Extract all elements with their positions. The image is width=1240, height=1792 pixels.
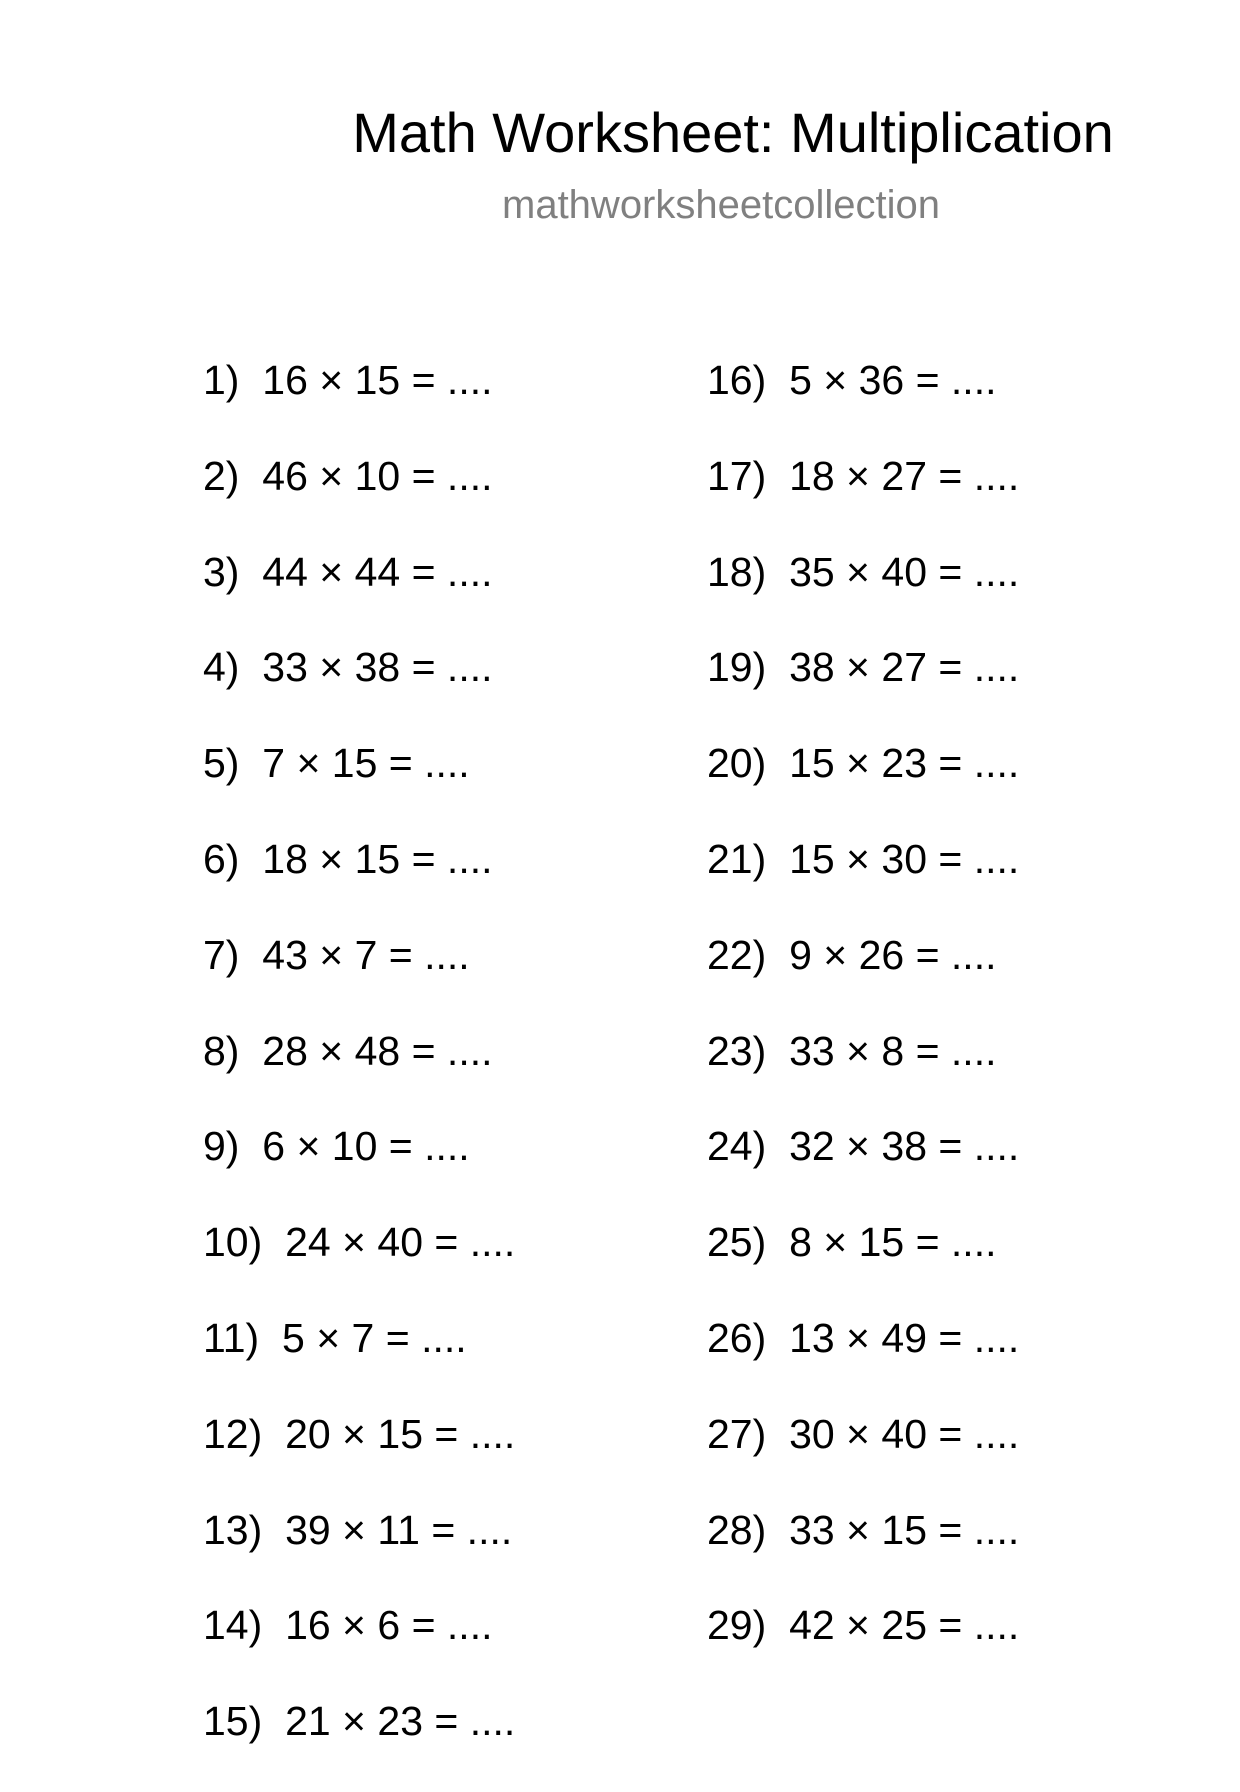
problem-expression: 32 × 38 = .... bbox=[789, 1123, 1020, 1170]
worksheet-title: Math Worksheet: Multiplication bbox=[352, 101, 1114, 164]
problem-item bbox=[707, 1121, 1019, 1217]
problem-number: 29) bbox=[707, 1602, 767, 1649]
problem-item bbox=[707, 1217, 1019, 1313]
problem-expression: 6 × 10 = .... bbox=[262, 1123, 470, 1170]
problem-expression: 21 × 23 = .... bbox=[285, 1698, 516, 1745]
problem-item bbox=[203, 642, 515, 738]
problem-item bbox=[203, 1505, 515, 1601]
problem-expression: 18 × 27 = .... bbox=[789, 452, 1020, 499]
problem-expression: 33 × 15 = .... bbox=[789, 1506, 1020, 1553]
problem-item bbox=[203, 1600, 515, 1696]
problem-expression: 15 × 30 = .... bbox=[789, 835, 1020, 882]
problem-expression: 33 × 8 = .... bbox=[789, 1027, 997, 1074]
problem-item bbox=[203, 1696, 515, 1792]
problem-expression: 38 × 27 = .... bbox=[789, 644, 1020, 691]
problem-item bbox=[707, 451, 1019, 547]
problem-number: 28) bbox=[707, 1506, 767, 1553]
problem-number: 10) bbox=[203, 1219, 263, 1266]
problem-number: 15) bbox=[203, 1698, 263, 1745]
problem-expression: 16 × 15 = .... bbox=[262, 357, 493, 403]
problem-expression: 7 × 15 = .... bbox=[262, 740, 470, 787]
problem-number: 26) bbox=[707, 1314, 767, 1361]
problem-number: 19) bbox=[707, 644, 767, 691]
problem-item bbox=[203, 1409, 515, 1505]
problem-item bbox=[203, 1026, 515, 1122]
problem-number: 2) bbox=[203, 452, 240, 499]
problem-item bbox=[203, 1313, 515, 1409]
problem-item bbox=[203, 547, 515, 643]
problem-item bbox=[707, 1505, 1019, 1601]
problem-expression: 5 × 7 = .... bbox=[282, 1314, 467, 1361]
problem-number: 16) bbox=[707, 357, 767, 403]
problem-number: 14) bbox=[203, 1602, 263, 1649]
problem-item bbox=[203, 1217, 515, 1313]
problem-expression: 28 × 48 = .... bbox=[262, 1027, 493, 1074]
problem-number: 13) bbox=[203, 1506, 263, 1553]
problem-item bbox=[707, 834, 1019, 930]
problem-item bbox=[707, 1600, 1019, 1696]
worksheet-subtitle: mathworksheetcollection bbox=[502, 183, 940, 227]
problem-item bbox=[203, 834, 515, 930]
problem-expression: 9 × 26 = .... bbox=[789, 931, 997, 978]
problem-number: 6) bbox=[203, 835, 240, 882]
problems-column-left bbox=[203, 355, 515, 1792]
problem-number: 24) bbox=[707, 1123, 767, 1170]
problem-expression: 42 × 25 = .... bbox=[789, 1602, 1020, 1649]
problem-number: 11) bbox=[203, 1314, 260, 1361]
problem-expression: 20 × 15 = .... bbox=[285, 1410, 516, 1457]
problem-expression: 35 × 40 = .... bbox=[789, 548, 1020, 595]
problem-expression: 24 × 40 = .... bbox=[285, 1219, 516, 1266]
problem-number: 4) bbox=[203, 644, 240, 691]
problem-number: 1) bbox=[203, 357, 240, 403]
problem-item bbox=[203, 738, 515, 834]
problem-expression: 16 × 6 = .... bbox=[285, 1602, 493, 1649]
problem-item bbox=[203, 930, 515, 1026]
problem-item bbox=[707, 355, 1019, 451]
problem-number: 22) bbox=[707, 931, 767, 978]
problem-item bbox=[707, 547, 1019, 643]
problem-item bbox=[203, 355, 515, 451]
problem-item bbox=[203, 1121, 515, 1217]
problem-expression: 15 × 23 = .... bbox=[789, 740, 1020, 787]
problem-expression: 30 × 40 = .... bbox=[789, 1410, 1020, 1457]
problem-number: 8) bbox=[203, 1027, 240, 1074]
problem-item bbox=[707, 930, 1019, 1026]
problem-number: 3) bbox=[203, 548, 240, 595]
problem-item bbox=[707, 1409, 1019, 1505]
problem-expression: 39 × 11 = .... bbox=[285, 1506, 513, 1553]
problem-number: 5) bbox=[203, 740, 240, 787]
problem-number: 18) bbox=[707, 548, 767, 595]
problem-number: 20) bbox=[707, 740, 767, 787]
problem-item bbox=[707, 738, 1019, 834]
problem-number: 27) bbox=[707, 1410, 767, 1457]
problems-column-right bbox=[707, 355, 1019, 1696]
problem-expression: 43 × 7 = .... bbox=[262, 931, 470, 978]
problem-expression: 33 × 38 = .... bbox=[262, 644, 493, 691]
problem-number: 17) bbox=[707, 452, 767, 499]
problem-item bbox=[707, 1026, 1019, 1122]
problem-item bbox=[707, 1313, 1019, 1409]
problem-number: 21) bbox=[707, 835, 767, 882]
problem-expression: 13 × 49 = .... bbox=[789, 1314, 1020, 1361]
problem-number: 23) bbox=[707, 1027, 767, 1074]
problem-expression: 18 × 15 = .... bbox=[262, 835, 493, 882]
problem-number: 12) bbox=[203, 1410, 263, 1457]
problem-number: 7) bbox=[203, 931, 240, 978]
problem-item bbox=[203, 451, 515, 547]
problem-expression: 5 × 36 = .... bbox=[789, 357, 997, 403]
problem-item bbox=[707, 642, 1019, 738]
problem-expression: 44 × 44 = .... bbox=[262, 548, 493, 595]
problem-number: 9) bbox=[203, 1123, 240, 1170]
problem-expression: 8 × 15 = .... bbox=[789, 1219, 997, 1266]
problem-expression: 46 × 10 = .... bbox=[262, 452, 493, 499]
problem-number: 25) bbox=[707, 1219, 767, 1266]
